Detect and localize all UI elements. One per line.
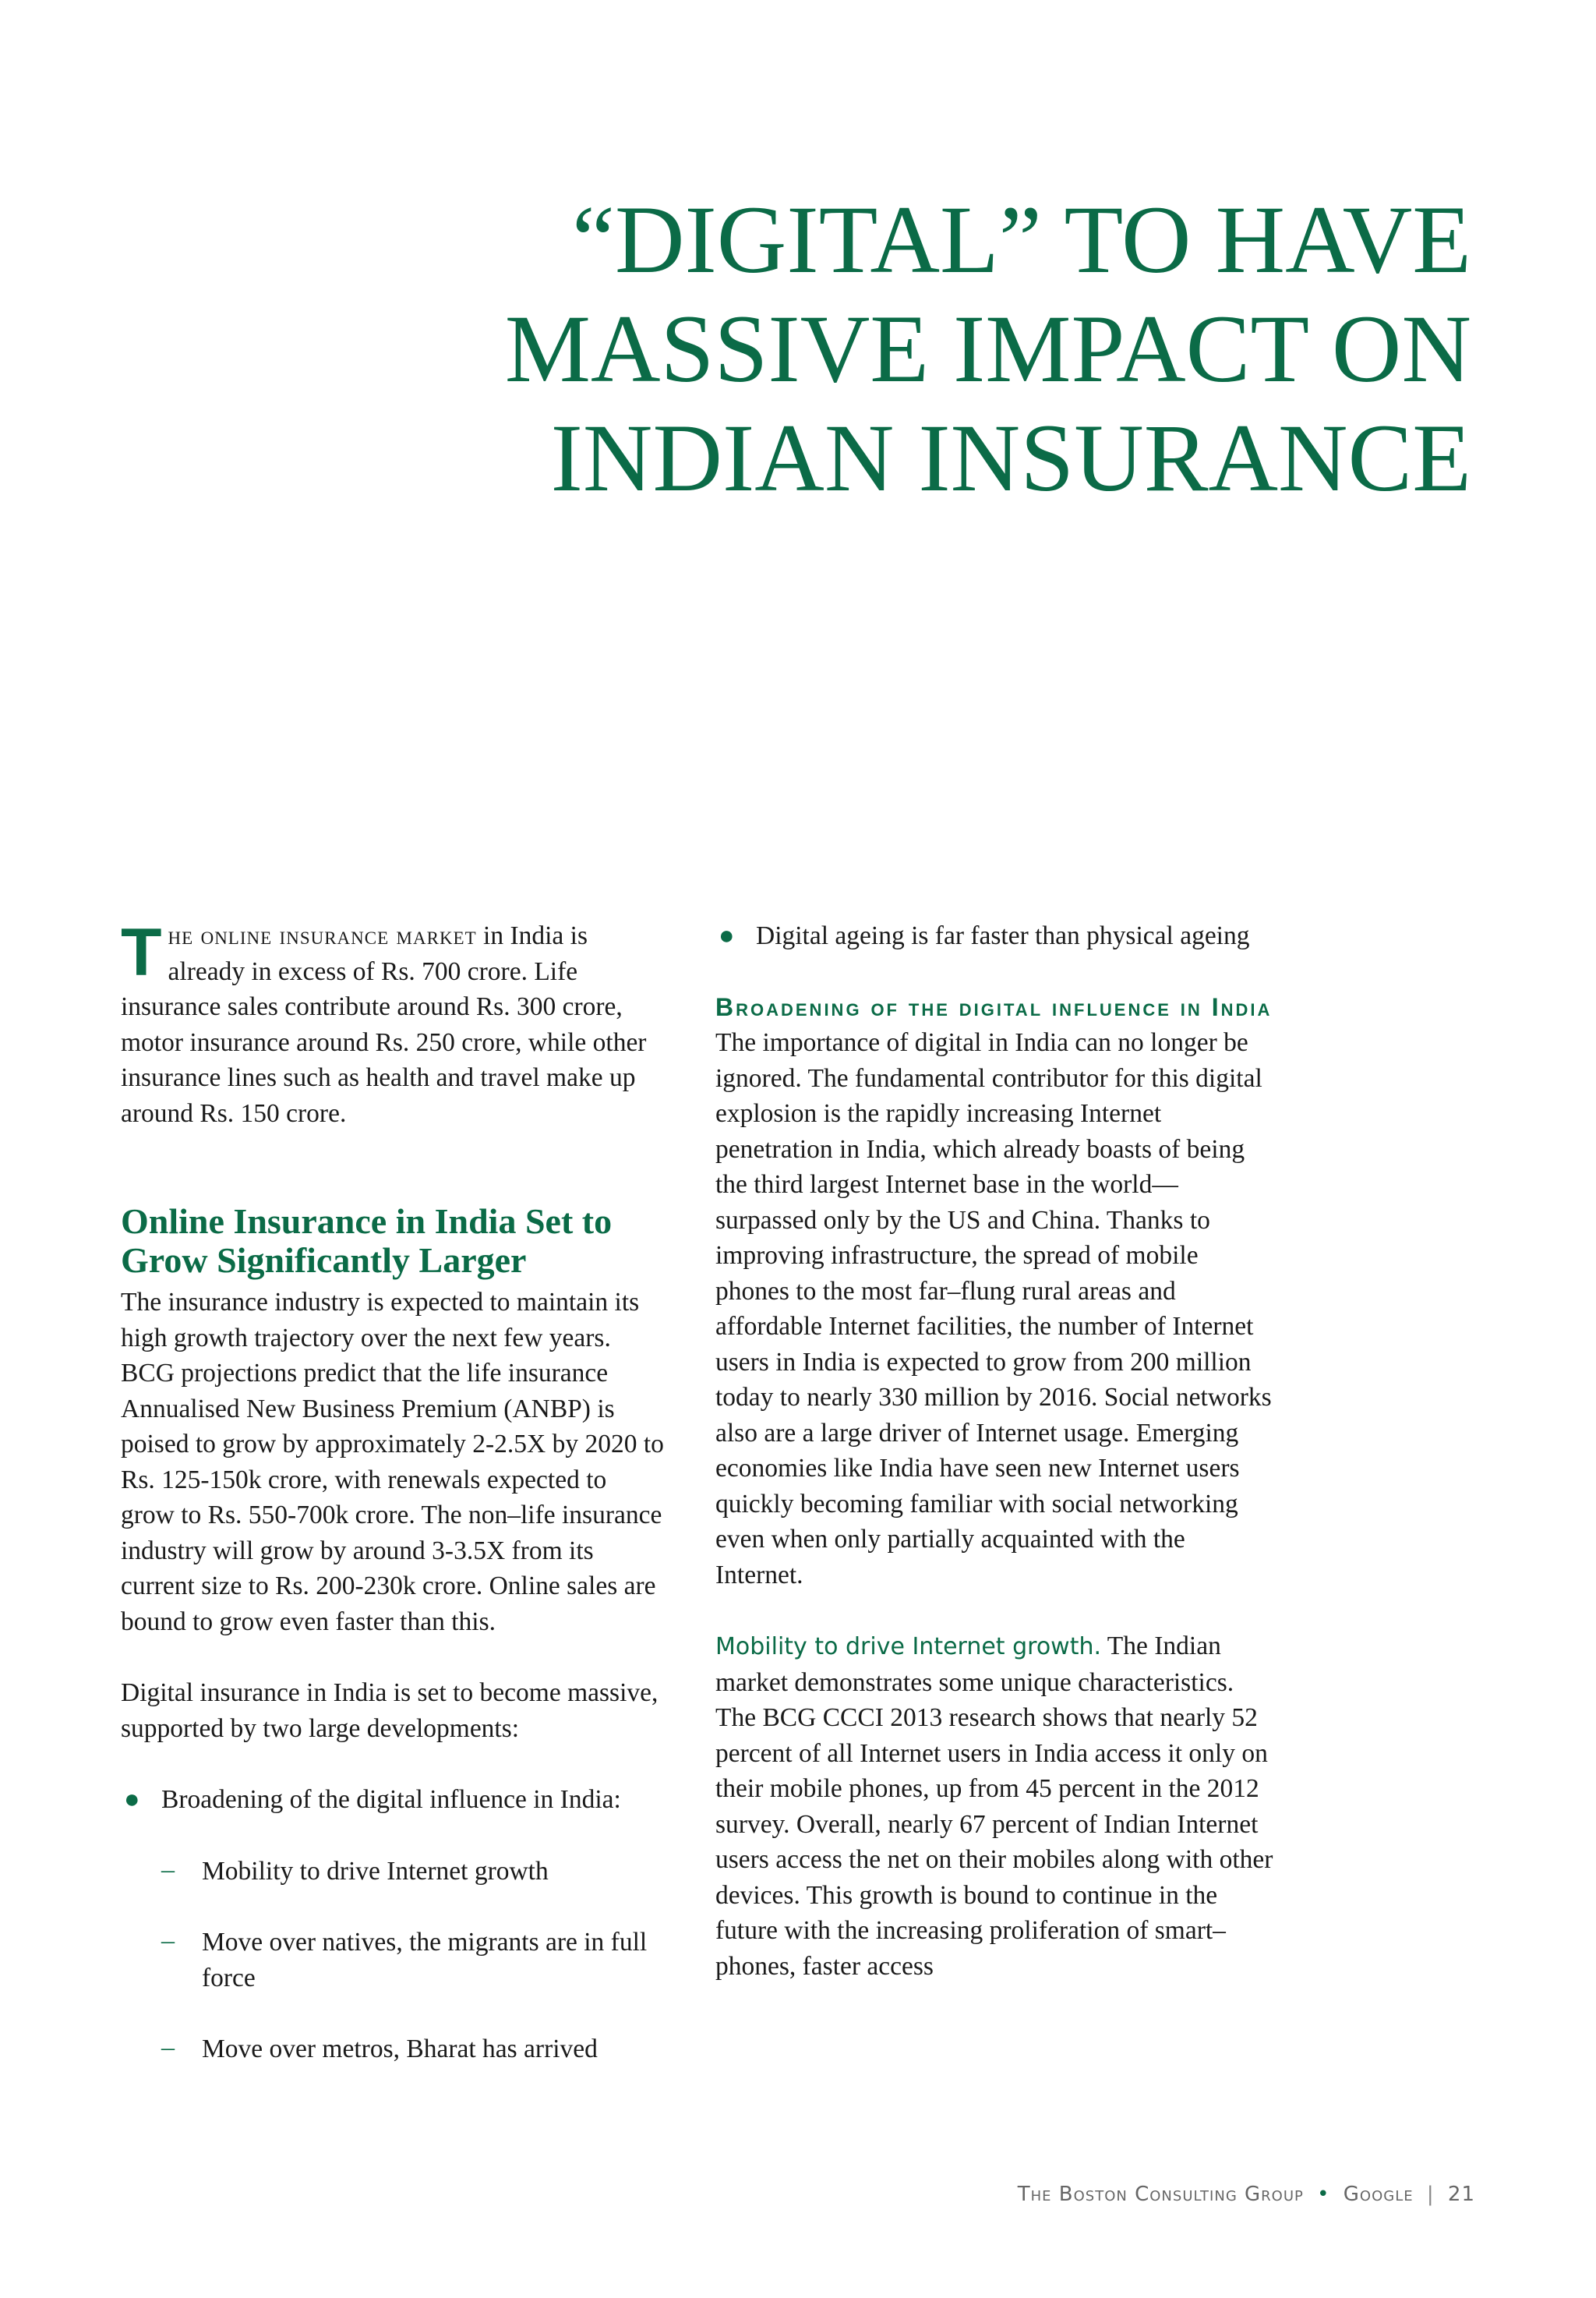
intro-lead: he online insurance market [168,921,477,950]
spacer [121,1131,666,1202]
section-heading: Broadening of the digital influence in India [715,992,1273,1021]
title-line: INDIAN INSURANCE [550,405,1471,511]
body-paragraph [715,1628,1276,1984]
bullet-dot-icon: ● [719,921,735,950]
title-line: MASSIVE IMPACT ON [504,295,1471,402]
sub-bullet-text: Move over natives, the migrants are in full force [202,1928,648,1992]
footer-separator: | [1426,2183,1435,2206]
sub-bullet-text: Mobility to drive Internet growth [202,1856,549,1886]
sub-bullet-item [121,1925,666,1996]
bullet-text: Digital ageing is far faster than physical ageing [756,921,1250,950]
body-paragraph: The importance of digital in India can no longer be ignored. The fundamental contributor for this digital explosion is the rapidly increasing Internet penetration in India, which already boasts of being the third largest Internet base in the world—surpassed only by the US and China. Thanks to improving infrastructure, the spread of mobile phones to the most far–flung rural areas and affordable Internet facilities, the number of Internet users in India is expected to grow from 200 million today to nearly 330 million by 2016. Social networks also are a large driver of Internet usage. Emerging economies like India have seen new Internet users quickly becoming familiar with social networking even when only partially acquainted with the Internet. [715,1028,1272,1589]
body-paragraph: Digital insurance in India is set to become massive, supported by two large developments: [121,1678,659,1743]
page-footer [1018,2183,1475,2206]
spacer [121,1639,666,1675]
footer-org: The Boston Consulting Group [1017,2183,1304,2206]
sub-bullet-item [121,1854,666,1890]
spacer [121,1889,666,1925]
spacer [715,954,1276,990]
paragraph-text: The Indian market demonstrates some unique characteristics. The BCG CCCI 2013 research shows that nearly 52 percent of all Internet users in India access it only on their mobile phones, up from 45 percent in the 2012 survey. Overall, nearly 67 percent of Indian Internet users access the net on their mobiles along with other devices. This growth is bound to continue in the future with the increasing proliferation of smart–phones, faster access [715,1632,1273,1981]
bullet-dot-icon: ● [124,1785,140,1814]
bullet-dot-icon: • [1317,2183,1330,2206]
page-number: 21 [1447,2183,1475,2206]
dash-icon: – [161,2033,175,2062]
right-column [715,918,1276,1984]
left-column [121,915,666,2067]
sub-bullet-text: Move over metros, Bharat has arrived [202,2035,598,2063]
dash-icon: – [161,1854,175,1884]
drop-cap: T [121,915,162,990]
title-line: “DIGITAL” TO HAVE [571,186,1471,293]
spacer [121,1746,666,1782]
spacer [715,1593,1276,1628]
section-subhead: Online Insurance in India Set to Grow Significantly Larger [121,1201,613,1280]
spacer [121,1996,666,2031]
bullet-item [121,1782,666,1818]
dash-icon: – [161,1926,175,1955]
body-paragraph: The insurance industry is expected to maintain its high growth trajectory over the next few years. BCG projections predict that the life insurance Annualised New Business Premium (ANBP) is poised to grow by approximately 2-2.5X by 2020 to Rs. 125-150k crore, with renewals expected to grow to Rs. 550-700k crore. The non–life insurance industry will grow by around 3-3.5X from its current size to Rs. 200-230k crore. Online sales are bound to grow even faster than this. [121,1288,664,1636]
bullet-item [715,918,1276,954]
inline-heading: Mobility to drive Internet growth. [715,1633,1102,1660]
page-title [302,186,1471,513]
intro-text: in India is already in excess of Rs. 700 crore. Life insurance sales contribute around Rs. 300 crore, motor insurance around Rs. 250 crore, while other insurance lines such as health and travel make up around Rs. 150 crore. [121,921,647,1128]
bullet-text: Broadening of the digital influence in India: [161,1785,621,1814]
intro-paragraph [121,915,666,1131]
spacer [121,1818,666,1854]
footer-partner: Google [1343,2183,1414,2206]
sub-bullet-item [121,2031,666,2067]
